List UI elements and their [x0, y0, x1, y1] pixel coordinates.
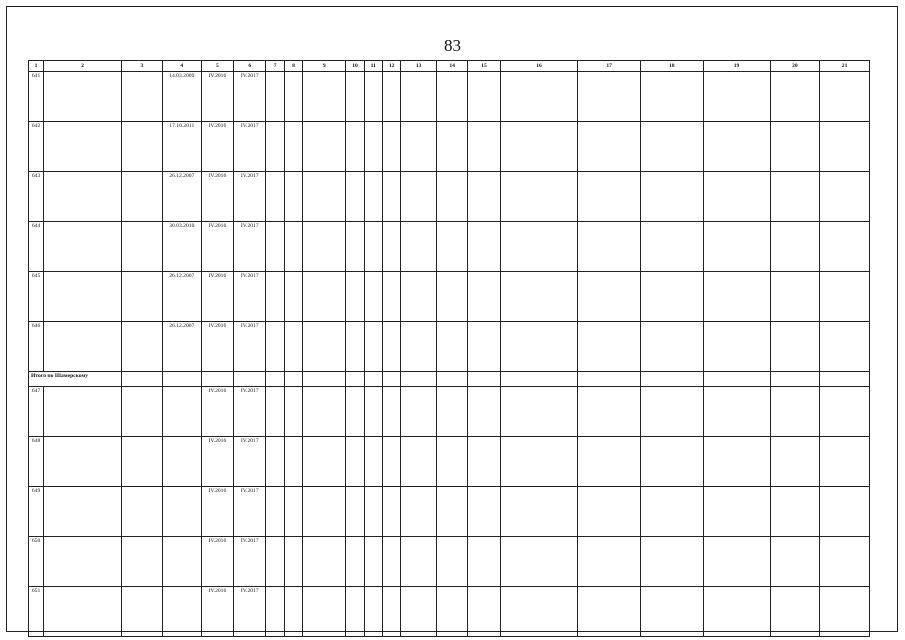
cost-extra-cell: [770, 122, 820, 172]
relocation-start-cell: IV.2016: [201, 322, 233, 372]
basis-document-cell: [121, 322, 162, 372]
apartments-private-cell: [364, 437, 382, 487]
column-number: 16: [500, 61, 578, 72]
relocation-start-cell: IV.2016: [201, 172, 233, 222]
table-row: [29, 172, 870, 222]
table-row: [29, 272, 870, 322]
column-number: 12: [383, 61, 401, 72]
cost-total-cell: [500, 487, 578, 537]
total-cell: [266, 372, 284, 387]
address-cell: [44, 437, 122, 487]
relocation-start-cell: IV.2016: [201, 72, 233, 122]
area-cell: [401, 272, 437, 322]
relocation-start-cell: IV.2016: [201, 487, 233, 537]
apartments-municipal-cell: [383, 487, 401, 537]
cost-total-cell: [500, 437, 578, 487]
table-row: [29, 387, 870, 437]
cost-local-cell: [703, 322, 770, 372]
apartments-private-cell: [364, 487, 382, 537]
table-row: [29, 437, 870, 487]
relocation-start-cell: IV.2016: [201, 587, 233, 637]
area-total-cell: [303, 222, 346, 272]
residents-count-cell: [266, 387, 284, 437]
area-municipal-cell: [468, 272, 500, 322]
column-number: 18: [640, 61, 703, 72]
cost-other-cell: [820, 537, 870, 587]
area-cell: [401, 122, 437, 172]
apartments-private-cell: [364, 72, 382, 122]
register-table: [28, 60, 870, 637]
cost-region-cell: [640, 437, 703, 487]
cost-local-cell: [703, 437, 770, 487]
total-label: Итого по Шамерскому: [29, 372, 122, 387]
relocation-end-cell: IV.2017: [234, 437, 266, 487]
column-number: 21: [820, 61, 870, 72]
cost-other-cell: [820, 587, 870, 637]
row-number: 645: [29, 272, 44, 322]
cost-other-cell: [820, 487, 870, 537]
apartments-private-cell: [364, 122, 382, 172]
apartments-total-cell: [346, 222, 364, 272]
apartments-total-cell: [346, 537, 364, 587]
cost-extra-cell: [770, 172, 820, 222]
cost-total-cell: [500, 222, 578, 272]
relocated-count-cell: [284, 272, 302, 322]
table-row: [29, 122, 870, 172]
apartments-total-cell: [346, 272, 364, 322]
apartments-municipal-cell: [383, 72, 401, 122]
document-date-cell: [162, 537, 201, 587]
relocated-count-cell: [284, 537, 302, 587]
total-cell: [468, 372, 500, 387]
cost-local-cell: [703, 587, 770, 637]
cost-other-cell: [820, 122, 870, 172]
row-number: 646: [29, 322, 44, 372]
area-municipal-cell: [468, 72, 500, 122]
address-cell: [44, 72, 122, 122]
cost-region-cell: [640, 222, 703, 272]
relocation-end-cell: IV.2017: [234, 72, 266, 122]
column-number: 8: [284, 61, 302, 72]
relocated-count-cell: [284, 222, 302, 272]
residents-count-cell: [266, 172, 284, 222]
document-date-cell: 30.03.2010: [162, 222, 201, 272]
cost-extra-cell: [770, 222, 820, 272]
area-private-cell: [436, 487, 467, 537]
cost-region-cell: [640, 537, 703, 587]
cost-local-cell: [703, 222, 770, 272]
relocated-count-cell: [284, 587, 302, 637]
cost-fund-cell: [578, 172, 641, 222]
column-number: 19: [703, 61, 770, 72]
residents-count-cell: [266, 322, 284, 372]
relocation-start-cell: IV.2016: [201, 437, 233, 487]
area-municipal-cell: [468, 537, 500, 587]
column-number: 3: [121, 61, 162, 72]
area-total-cell: [303, 272, 346, 322]
table-row: [29, 537, 870, 587]
address-cell: [44, 487, 122, 537]
cost-local-cell: [703, 122, 770, 172]
residents-count-cell: [266, 72, 284, 122]
cost-total-cell: [500, 172, 578, 222]
residents-count-cell: [266, 587, 284, 637]
row-number: 648: [29, 437, 44, 487]
basis-document-cell: [121, 537, 162, 587]
document-date-cell: 17.10.2011: [162, 122, 201, 172]
cost-extra-cell: [770, 487, 820, 537]
apartments-municipal-cell: [383, 172, 401, 222]
area-private-cell: [436, 437, 467, 487]
apartments-private-cell: [364, 172, 382, 222]
cost-fund-cell: [578, 222, 641, 272]
column-number: 2: [44, 61, 122, 72]
area-municipal-cell: [468, 222, 500, 272]
row-number: 647: [29, 387, 44, 437]
apartments-total-cell: [346, 122, 364, 172]
apartments-total-cell: [346, 587, 364, 637]
cost-extra-cell: [770, 437, 820, 487]
relocation-end-cell: IV.2017: [234, 387, 266, 437]
area-total-cell: [303, 487, 346, 537]
cost-region-cell: [640, 322, 703, 372]
apartments-municipal-cell: [383, 122, 401, 172]
area-total-cell: [303, 437, 346, 487]
area-municipal-cell: [468, 437, 500, 487]
table-body: [29, 72, 870, 637]
document-date-cell: 26.12.2007: [162, 322, 201, 372]
cost-extra-cell: [770, 72, 820, 122]
basis-document-cell: [121, 222, 162, 272]
area-total-cell: [303, 587, 346, 637]
column-number-row: [29, 61, 870, 72]
total-cell: [500, 372, 578, 387]
apartments-municipal-cell: [383, 437, 401, 487]
area-private-cell: [436, 537, 467, 587]
relocation-start-cell: IV.2016: [201, 122, 233, 172]
cost-region-cell: [640, 272, 703, 322]
document-date-cell: 14.03.2009: [162, 72, 201, 122]
address-cell: [44, 222, 122, 272]
area-cell: [401, 322, 437, 372]
residents-count-cell: [266, 272, 284, 322]
relocated-count-cell: [284, 322, 302, 372]
table-row: [29, 587, 870, 637]
area-cell: [401, 537, 437, 587]
apartments-private-cell: [364, 272, 382, 322]
basis-document-cell: [121, 172, 162, 222]
area-total-cell: [303, 322, 346, 372]
column-number: 10: [346, 61, 364, 72]
area-cell: [401, 172, 437, 222]
relocated-count-cell: [284, 437, 302, 487]
cost-other-cell: [820, 437, 870, 487]
total-cell: [401, 372, 437, 387]
table-row: [29, 322, 870, 372]
cost-fund-cell: [578, 487, 641, 537]
relocation-end-cell: IV.2017: [234, 272, 266, 322]
residents-count-cell: [266, 122, 284, 172]
cost-region-cell: [640, 387, 703, 437]
area-private-cell: [436, 322, 467, 372]
relocation-start-cell: IV.2016: [201, 537, 233, 587]
address-cell: [44, 387, 122, 437]
row-number: 651: [29, 587, 44, 637]
area-private-cell: [436, 587, 467, 637]
apartments-municipal-cell: [383, 587, 401, 637]
table-row: [29, 487, 870, 537]
apartments-private-cell: [364, 322, 382, 372]
area-municipal-cell: [468, 122, 500, 172]
table-row: [29, 72, 870, 122]
apartments-municipal-cell: [383, 387, 401, 437]
cost-fund-cell: [578, 72, 641, 122]
total-cell: [346, 372, 364, 387]
area-cell: [401, 72, 437, 122]
cost-fund-cell: [578, 322, 641, 372]
cost-extra-cell: [770, 387, 820, 437]
cost-fund-cell: [578, 272, 641, 322]
relocated-count-cell: [284, 172, 302, 222]
column-number: 13: [401, 61, 437, 72]
relocation-end-cell: IV.2017: [234, 172, 266, 222]
cost-total-cell: [500, 537, 578, 587]
column-number: 9: [303, 61, 346, 72]
row-number: 642: [29, 122, 44, 172]
cost-fund-cell: [578, 587, 641, 637]
total-cell: [284, 372, 302, 387]
residents-count-cell: [266, 487, 284, 537]
page-number: 83: [444, 36, 461, 55]
total-row: [29, 372, 870, 387]
relocation-end-cell: IV.2017: [234, 122, 266, 172]
cost-fund-cell: [578, 122, 641, 172]
area-private-cell: [436, 222, 467, 272]
cost-extra-cell: [770, 587, 820, 637]
total-cell: [234, 372, 266, 387]
cost-total-cell: [500, 122, 578, 172]
document-date-cell: [162, 437, 201, 487]
relocation-start-cell: IV.2016: [201, 272, 233, 322]
cost-local-cell: [703, 537, 770, 587]
cost-other-cell: [820, 272, 870, 322]
total-cell: [640, 372, 703, 387]
document-date-cell: [162, 387, 201, 437]
total-cell: [364, 372, 382, 387]
cost-region-cell: [640, 487, 703, 537]
relocation-end-cell: IV.2017: [234, 322, 266, 372]
apartments-total-cell: [346, 387, 364, 437]
cost-other-cell: [820, 322, 870, 372]
relocation-end-cell: IV.2017: [234, 537, 266, 587]
cost-fund-cell: [578, 387, 641, 437]
area-cell: [401, 222, 437, 272]
cost-region-cell: [640, 122, 703, 172]
cost-local-cell: [703, 272, 770, 322]
document-date-cell: [162, 587, 201, 637]
area-total-cell: [303, 172, 346, 222]
total-cell: [578, 372, 641, 387]
total-cell: [770, 372, 820, 387]
table-header: [29, 61, 870, 72]
row-number: 644: [29, 222, 44, 272]
basis-document-cell: [121, 122, 162, 172]
apartments-municipal-cell: [383, 322, 401, 372]
row-number: 649: [29, 487, 44, 537]
row-number: 641: [29, 72, 44, 122]
area-total-cell: [303, 537, 346, 587]
total-cell: [121, 372, 162, 387]
cost-region-cell: [640, 172, 703, 222]
relocated-count-cell: [284, 122, 302, 172]
total-cell: [162, 372, 201, 387]
column-number: 14: [436, 61, 467, 72]
apartments-private-cell: [364, 587, 382, 637]
cost-local-cell: [703, 72, 770, 122]
area-cell: [401, 437, 437, 487]
basis-document-cell: [121, 272, 162, 322]
cost-total-cell: [500, 272, 578, 322]
relocation-start-cell: IV.2016: [201, 387, 233, 437]
relocated-count-cell: [284, 387, 302, 437]
apartments-municipal-cell: [383, 222, 401, 272]
basis-document-cell: [121, 72, 162, 122]
column-number: 4: [162, 61, 201, 72]
total-cell: [303, 372, 346, 387]
area-private-cell: [436, 387, 467, 437]
relocation-end-cell: IV.2017: [234, 222, 266, 272]
apartments-total-cell: [346, 487, 364, 537]
area-private-cell: [436, 172, 467, 222]
basis-document-cell: [121, 387, 162, 437]
relocation-end-cell: IV.2017: [234, 587, 266, 637]
column-number: 20: [770, 61, 820, 72]
cost-other-cell: [820, 387, 870, 437]
address-cell: [44, 172, 122, 222]
apartments-private-cell: [364, 222, 382, 272]
document-date-cell: 26.12.2007: [162, 172, 201, 222]
address-cell: [44, 537, 122, 587]
cost-local-cell: [703, 387, 770, 437]
area-private-cell: [436, 72, 467, 122]
address-cell: [44, 272, 122, 322]
relocation-end-cell: IV.2017: [234, 487, 266, 537]
residents-count-cell: [266, 537, 284, 587]
row-number: 650: [29, 537, 44, 587]
cost-extra-cell: [770, 322, 820, 372]
total-cell: [201, 372, 233, 387]
apartments-municipal-cell: [383, 537, 401, 587]
residents-count-cell: [266, 437, 284, 487]
cost-extra-cell: [770, 537, 820, 587]
address-cell: [44, 322, 122, 372]
apartments-private-cell: [364, 387, 382, 437]
cost-total-cell: [500, 322, 578, 372]
cost-fund-cell: [578, 437, 641, 487]
total-cell: [383, 372, 401, 387]
column-number: 17: [578, 61, 641, 72]
column-number: 11: [364, 61, 382, 72]
area-municipal-cell: [468, 322, 500, 372]
address-cell: [44, 122, 122, 172]
total-cell: [436, 372, 467, 387]
basis-document-cell: [121, 437, 162, 487]
cost-total-cell: [500, 387, 578, 437]
area-municipal-cell: [468, 587, 500, 637]
area-private-cell: [436, 272, 467, 322]
area-total-cell: [303, 72, 346, 122]
cost-fund-cell: [578, 537, 641, 587]
document-date-cell: 26.12.2007: [162, 272, 201, 322]
apartments-private-cell: [364, 537, 382, 587]
column-number: 7: [266, 61, 284, 72]
cost-region-cell: [640, 72, 703, 122]
table-row: [29, 222, 870, 272]
area-total-cell: [303, 387, 346, 437]
area-municipal-cell: [468, 172, 500, 222]
cost-total-cell: [500, 72, 578, 122]
cost-total-cell: [500, 587, 578, 637]
residents-count-cell: [266, 222, 284, 272]
apartments-municipal-cell: [383, 272, 401, 322]
address-cell: [44, 587, 122, 637]
area-cell: [401, 387, 437, 437]
area-municipal-cell: [468, 487, 500, 537]
relocation-start-cell: IV.2016: [201, 222, 233, 272]
area-total-cell: [303, 122, 346, 172]
apartments-total-cell: [346, 172, 364, 222]
basis-document-cell: [121, 487, 162, 537]
cost-other-cell: [820, 222, 870, 272]
cost-local-cell: [703, 172, 770, 222]
apartments-total-cell: [346, 437, 364, 487]
relocated-count-cell: [284, 487, 302, 537]
basis-document-cell: [121, 587, 162, 637]
column-number: 15: [468, 61, 500, 72]
row-number: 643: [29, 172, 44, 222]
cost-other-cell: [820, 172, 870, 222]
cost-other-cell: [820, 72, 870, 122]
area-private-cell: [436, 122, 467, 172]
column-number: 5: [201, 61, 233, 72]
area-cell: [401, 487, 437, 537]
total-cell: [703, 372, 770, 387]
document-date-cell: [162, 487, 201, 537]
column-number: 1: [29, 61, 44, 72]
relocated-count-cell: [284, 72, 302, 122]
area-municipal-cell: [468, 387, 500, 437]
cost-local-cell: [703, 487, 770, 537]
area-cell: [401, 587, 437, 637]
apartments-total-cell: [346, 72, 364, 122]
column-number: 6: [234, 61, 266, 72]
total-cell: [820, 372, 870, 387]
cost-extra-cell: [770, 272, 820, 322]
cost-region-cell: [640, 587, 703, 637]
apartments-total-cell: [346, 322, 364, 372]
